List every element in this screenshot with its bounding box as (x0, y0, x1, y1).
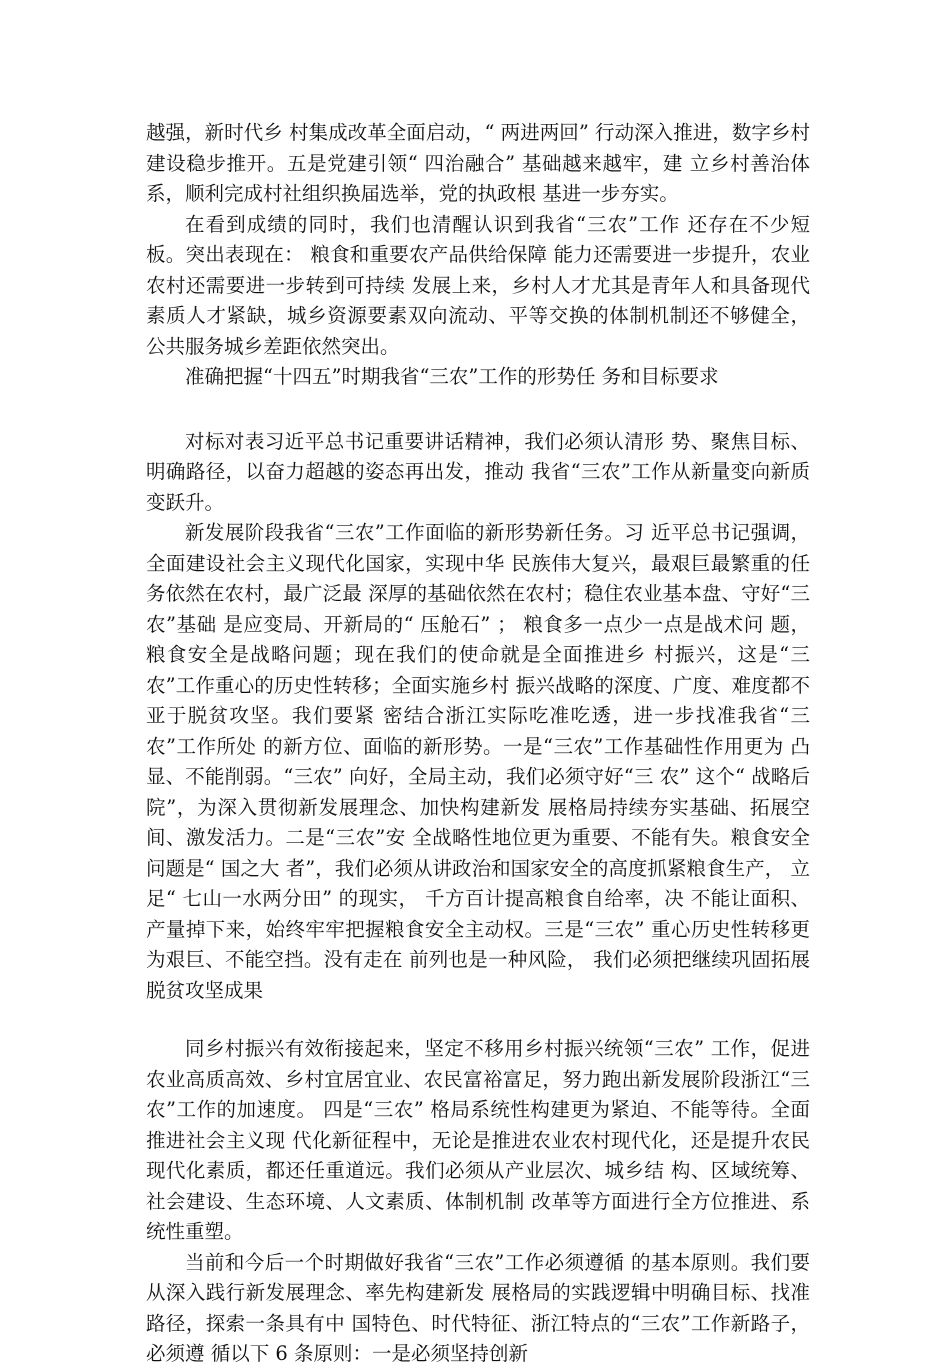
paragraph-benchmark: 对标对表习近平总书记重要讲话精神，我们必须认清形 势、聚焦目标、明确路径，以奋力超越的姿态再出发，推动 我省“三农”工作从新量变向新质变跃升。 (146, 429, 810, 514)
paragraph-shortcomings: 在看到成绩的同时，我们也清醒认识到我省“三农”工作 还存在不少短板。突出表现在： 粮食和重要农产品供给保障 能力还需要进一步提升，农业农村还需要进一步转到可持续 发展上来，乡村人才尤其是青年人和具备现代素质人才紧缺，城乡资源要素双向流动、平等交换的体制机制还不够健全， 公共服务城乡差距依然突出。 (146, 212, 810, 358)
document-page (146, 118, 810, 1370)
paragraph-continued: 越强，新时代乡 村集成改革全面启动，“ 两进两回” 行动深入推进，数字乡村 建设稳步推开。五是党建引领“ 四治融合” 基础越来越牢，建 立乡村善治体系，顺利完成村社组织换届选举，党的执政根 基进一步夯实。 (146, 121, 810, 205)
paragraph-rural-revitalization: 同乡村振兴有效衔接起来，坚定不移用乡村振兴统领“三农” 工作，促进农业高质高效、乡村宜居宜业、农民富裕富足，努力跑出新发展阶段浙江“三农”工作的加速度。 四是“三农” 格局系统性构建更为紧迫、不能等待。全面推进社会主义现 代化新征程中，无论是推进农业农村现代化，还是提升农民 现代化素质，都还任重道远。我们必须从产业层次、城乡结 构、区域统筹、社会建设、生态环境、人文素质、体制机制 改革等方面进行全方位推进、系统性重塑。 (146, 1037, 810, 1243)
section-heading: 准确把握“十四五”时期我省“三农”工作的形势任 务和目标要求 (185, 365, 719, 388)
spacer (146, 393, 810, 427)
paragraph-basic-principles: 当前和今后一个时期做好我省“三农”工作必须遵循 的基本原则。我们要从深入践行新发展理念、率先构建新发 展格局的实践逻辑中明确目标、找准路径，探索一条具有中 国特色、时代特征、浙江特点的“三农”工作新路子，必须遵 循以下 6 条原则：一是必须坚持创新 (146, 1250, 810, 1365)
paragraph-new-situation: 新发展阶段我省“三农”工作面临的新形势新任务。习 近平总书记强调，全面建设社会主义现代化国家，实现中华 民族伟大复兴，最艰巨最繁重的任务依然在农村，最广泛最 深厚的基础依然在农村；稳住农业基本盘、守好“三农”基础 是应变局、开新局的“ 压舱石” ； 粮食多一点少一点是战术问 题，粮食安全是战略问题；现在我们的使命就是全面推进乡 村振兴，这是“三农”工作重心的历史性转移；全面实施乡村 振兴战略的深度、广度、难度都不亚于脱贫攻坚。我们要紧 密结合浙江实际吃准吃透，进一步找准我省“三农”工作所处 的新方位、面临的新形势。一是“三农”工作基础性作用更为 凸显、不能削弱。“三农” 向好，全局主动，我们必须守好“三 农” 这个“ 战略后院”，为深入贯彻新发展理念、加快构建新发 展格局持续夯实基础、拓展空间、激发活力。二是“三农”安 全战略性地位更为重要、不能有失。粮食安全问题是“ 国之大 者”，我们必须从讲政治和国家安全的高度抓紧粮食生产， 立 足“ 七山一水两分田” 的现实， 千方百计提高粮食自给率，决 不能让面积、产量掉下来，始终牢牢把握粮食安全主动权。三是“三农” 重心历史性转移更为艰巨、不能空挡。没有走在 前列也是一种风险， 我们必须把继续巩固拓展脱贫攻坚成果 (146, 521, 810, 1002)
spacer (146, 1006, 810, 1034)
